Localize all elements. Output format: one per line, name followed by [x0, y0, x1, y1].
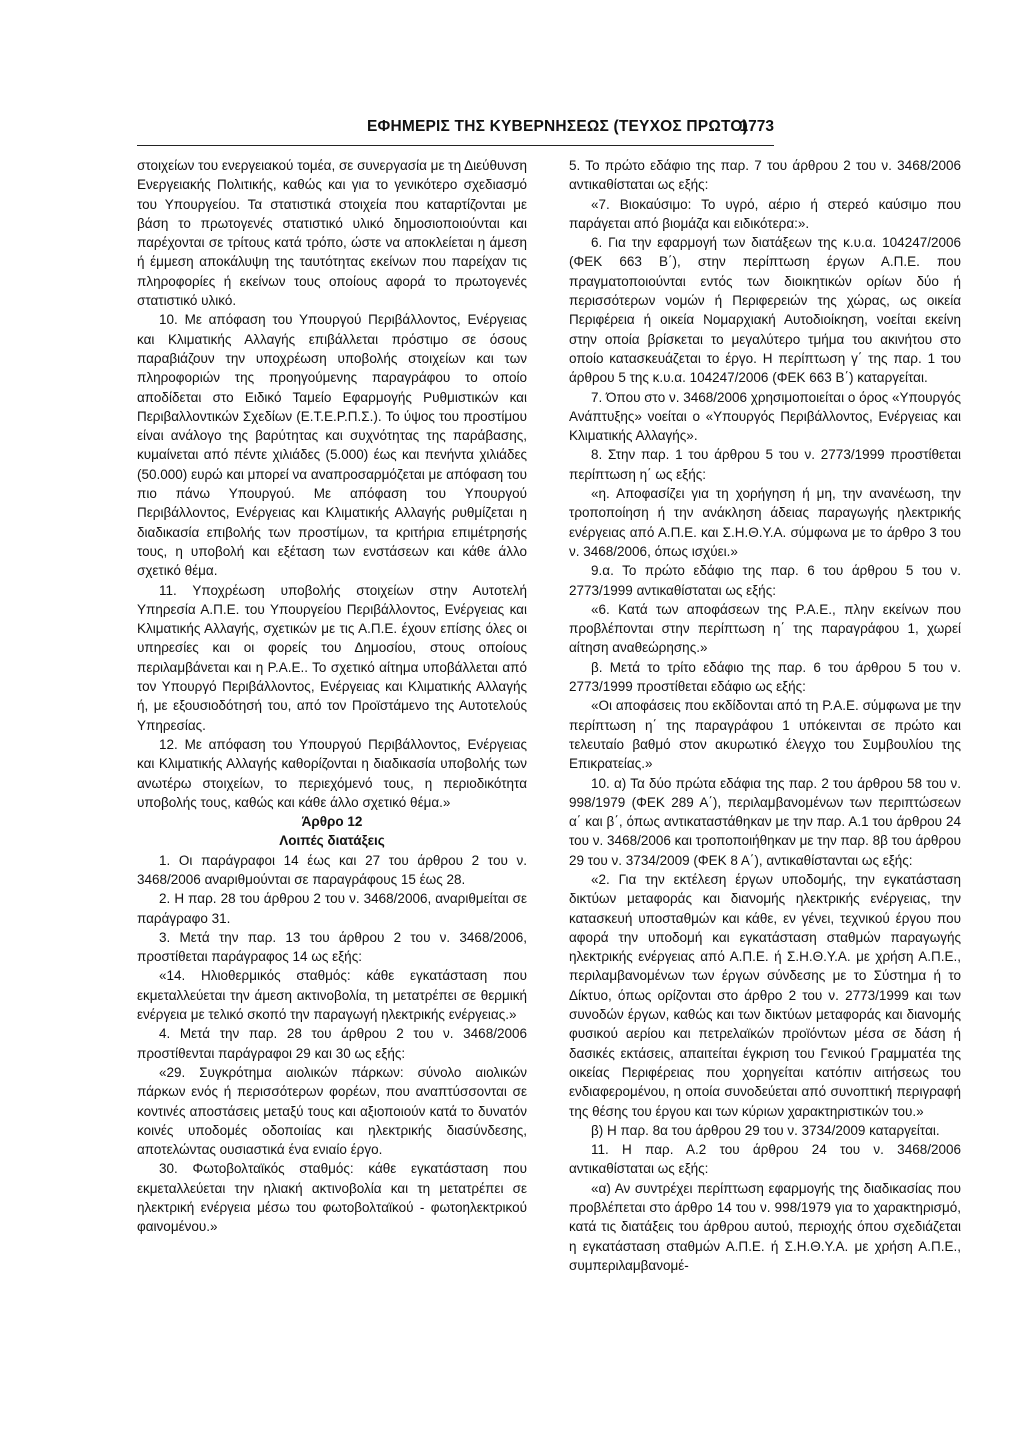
- page-number: 1773: [739, 118, 774, 135]
- paragraph: 9.α. Το πρώτο εδάφιο της παρ. 6 του άρθρου 5 του ν. 2773/1999 αντικαθίσταται ως εξής:: [569, 563, 961, 598]
- paragraph: «α) Αν συντρέχει περίπτωση εφαρμογής της διαδικασίας που προβλέπεται στο άρθρο 14 του ν. 998/1979 για το χαρακτηρισμό, κατά τις διατάξεις του άρθρου αυτού, περιοχής όπου σχεδιάζεται η εγκατάσταση σταθμών Α.Π.Ε. ή Σ.Η.Θ.Υ.Α. με χρήση Α.Π.Ε., συμπεριλαμβανομέ-: [569, 1180, 961, 1273]
- paragraph: στοιχείων του ενεργειακού τομέα, σε συνεργασία με τη Διεύθυνση Ενεργειακής Πολιτικής, καθώς και για το γενικότερο σχεδιασμό του Υπουργείου. Τα στατιστικά στοιχεία που καταρτίζονται με βάση το πρωτογενές στατιστικό υλικό δημοσιοποιούνται και παρέχονται σε τρίτους κατά τρόπο, ώστε να αποκλείεται η άμεση ή έμμεση αποκάλυψη της ταυτότητας εκείνων που παρείχαν τις πληροφορίες ή εκείνων τους οποίους αφορά το πρωτογενές στατιστικό υλικό.: [137, 158, 527, 309]
- paragraph: 7. Όπου στο ν. 3468/2006 χρησιμοποιείται ο όρος «Υπουργός Ανάπτυξης» νοείται ο «Υπουργός Περιβάλλοντος, Ενέργειας και Κλιματικής Αλλαγής».: [569, 389, 962, 444]
- header-rule: [137, 145, 774, 146]
- article-heading: Λοιπές διατάξεις: [279, 833, 385, 849]
- paragraph: 1. Οι παράγραφοι 14 έως και 27 του άρθρου 2 του ν. 3468/2006 αναριθμούνται σε παραγράφους 15 έως 28.: [137, 852, 527, 887]
- paragraph: 10. Με απόφαση του Υπουργού Περιβάλλοντος, Ενέργειας και Κλιματικής Αλλαγής επιβάλλεται πρόστιμο σε όσους παραβιάζουν την υποχρέωση υποβολής στοιχείων και των πληροφοριών της προηγούμενης παραγράφου το οποίο αποδίδεται στο Ειδικό Ταμείο Εφαρμογής Ρυθμιστικών και Περιβαλλοντικών Σχεδίων (Ε.Τ.Ε.Ρ.Π.Σ.). Το ύψος του προστίμου είναι ανάλογο της βαρύτητας και συχνότητας της παράβασης, κυμαίνεται από πέντε χιλιάδες (5.000) έως και πενήντα χιλιάδες (50.000) ευρώ και μπορεί να αναπροσαρμόζεται με απόφαση του πιο πάνω Υπουργού. Με απόφαση του Υπουργού Περιβάλλοντος, Ενέργειας και Κλιματικής Αλλαγής ρυθμίζεται η διαδικασία επιβολής των προστίμων, τα κριτήρια επιμέτρησής τους, η υποβολή και εξέταση των ενστάσεων και κάθε άλλο σχετικό θέμα.: [137, 312, 527, 579]
- paragraph: β. Μετά το τρίτο εδάφιο της παρ. 6 του άρθρου 5 του ν. 2773/1999 προστίθεται εδάφιο ως εξής:: [569, 659, 961, 695]
- paragraph: «14. Ηλιοθερμικός σταθμός: κάθε εγκατάσταση που εκμεταλλεύεται την άμεση ακτινοβολία, τη μετατρέπει σε θερμική ενέργεια με τελικό σκοπό την παραγωγή ηλεκτρικής ενέργειας.»: [137, 968, 527, 1023]
- paragraph: 12. Με απόφαση του Υπουργού Περιβάλλοντος, Ενέργειας και Κλιματικής Αλλαγής καθορίζονται η διαδικασία υποβολής των ανωτέρω στοιχείων, το περιεχόμενό τους, η περιοδικότητα υποβολής τους, καθώς και κάθε άλλο σχετικό θέμα.»: [137, 736, 527, 810]
- paragraph: 30. Φωτοβολταϊκός σταθμός: κάθε εγκατάσταση που εκμεταλλεύεται την ηλιακή ακτινοβολία και τη μετατρέπει σε ηλεκτρική ενέργεια μέσω του φωτοβολταϊκού - φωτοηλεκτρικού φαινομένου.»: [137, 1161, 527, 1235]
- paragraph: «29. Συγκρότημα αιολικών πάρκων: σύνολο αιολικών πάρκων ενός ή περισσότερων φορέων, που αναπτύσσονται σε κοντινές αποστάσεις μεταξύ τους και αξιοποιούν κατά το δυνατόν κοινές υποδομές οδοποιίας και ηλεκτρικής διασύνδεσης, αποτελώντας ουσιαστικά ένα ενιαίο έργο.: [137, 1064, 527, 1158]
- paragraph: «2. Για την εκτέλεση έργων υποδομής, την εγκατάσταση δικτύων μεταφοράς και διανομής ηλεκτρικής ενέργειας, την κατασκευή υποσταθμών και κάθε, εν γένει, τεχνικού έργου που αφορά την υποδομή και εγκατάσταση σταθμών παραγωγής ηλεκτρικής ενέργειας από Α.Π.Ε. ή Σ.Η.Θ.Υ.Α. με χρήση Α.Π.Ε., περιλαμβανομένων των έργων σύνδεσης με το Σύστημα ή το Δίκτυο, όπως ορίζονται στο άρθρο 2 του ν. 2773/1999 και των συνοδών έργων, καθώς και των δικτύων μεταφοράς και διανομής φυσικού αερίου και πετρελαϊκών προϊόντων μέσα σε δάση ή δασικές εκτάσεις, απαιτείται έγκριση του Γενικού Γραμματέα της οικείας Περιφέρειας που χορηγείται κατόπιν αιτήσεως του ενδιαφερομένου, η οποία συνοδεύεται από συνοπτική περιγραφή της θέσης του έργου και των κύριων χαρακτηριστικών του.»: [569, 871, 961, 1119]
- paragraph: 8. Στην παρ. 1 του άρθρου 5 του ν. 2773/1999 προστίθεται περίπτωση η΄ ως εξής:: [569, 447, 961, 482]
- right-column: [569, 156, 961, 1275]
- page-header: [137, 118, 774, 142]
- paragraph: 6. Για την εφαρμογή των διατάξεων της κ.υ.α. 104247/2006 (ΦΕΚ 663 Β΄), στην περίπτωση έργων Α.Π.Ε. που πραγματοποιούνται εντός των διοικητικών ορίων δύο ή περισσότερων νομών ή Περιφερειών της χώρας, ως οικεία Περιφέρεια ή οικεία Νομαρχιακή Αυτοδιοίκηση, νοείται εκείνη στην οποία βρίσκεται το μεγαλύτερο τμήμα του ακινήτου στο οποίο κατασκευάζεται το έργο. Η περίπτωση γ΄ της παρ. 1 του άρθρου 5 της κ.υ.α. 104247/2006 (ΦΕΚ 663 Β΄) καταργείται.: [569, 235, 961, 386]
- paragraph: 10. α) Τα δύο πρώτα εδάφια της παρ. 2 του άρθρου 58 του ν. 998/1979 (ΦΕΚ 289 Α΄), περιλαμβανομένων των περιπτώσεων α΄ και β΄, όπως αντικαταστάθηκαν με την παρ. Α.1 του άρθρου 24 του ν. 3468/2006 και τροποποιήθηκαν με την παρ. 8β του άρθρου 29 του ν. 3734/2009 (ΦΕΚ 8 Α΄), αντικαθίστανται ως εξής:: [569, 775, 961, 868]
- paragraph: 4. Μετά την παρ. 28 του άρθρου 2 του ν. 3468/2006 προστίθενται παράγραφοι 29 και 30 ως εξής:: [137, 1026, 527, 1061]
- paragraph: «7. Βιοκαύσιμο: Το υγρό, αέριο ή στερεό καύσιμο που παράγεται από βιομάζα και ειδικότερα:».: [569, 196, 961, 231]
- paragraph: 2. Η παρ. 28 του άρθρου 2 του ν. 3468/2006, αναριθμείται σε παράγραφο 31.: [137, 891, 527, 926]
- paragraph: 5. Το πρώτο εδάφιο της παρ. 7 του άρθρου 2 του ν. 3468/2006 αντικαθίσταται ως εξής:: [569, 158, 961, 193]
- paragraph: 11. Υποχρέωση υποβολής στοιχείων στην Αυτοτελή Υπηρεσία Α.Π.Ε. του Υπουργείου Περιβάλλοντος, Ενέργειας και Κλιματικής Αλλαγής, σχετικών με τις Α.Π.Ε. έχουν επίσης όλες οι υπηρεσίες και οι φορείς του Δημοσίου, στους οποίους περιλαμβάνεται και η Ρ.Α.Ε.. Το σχετικό αίτημα υποβάλλεται από τον Υπουργό Περιβάλλοντος, Ενέργειας και Κλιματικής Αλλαγής ή, με εξουσιοδότησή του, από τον Προϊστάμενο της Αυτοτελούς Υπηρεσίας.: [137, 582, 527, 733]
- paragraph: 11. Η παρ. Α.2 του άρθρου 24 του ν. 3468/2006 αντικαθίσταται ως εξής:: [569, 1142, 961, 1177]
- paragraph: «6. Κατά των αποφάσεων της Ρ.Α.Ε., πλην εκείνων που προβλέπονται στην περίπτωση η΄ της παραγράφου 1, χωρεί αίτηση αναθεώρησης.»: [569, 601, 961, 656]
- gazette-title: ΕΦΗΜΕΡΙΣ ΤΗΣ ΚΥΒΕΡΝΗΣΕΩΣ (ΤΕΥΧΟΣ ΠΡΩΤΟ): [367, 118, 748, 135]
- article-heading: Άρθρο 12: [301, 814, 363, 830]
- paragraph: «Οι αποφάσεις που εκδίδονται από τη Ρ.Α.Ε. σύμφωνα με την περίπτωση η΄ της παραγράφου 1 υπόκεινται σε πρώτο και τελευταίο βαθμό στον ακυρωτικό έλεγχο του Συμβουλίου της Επικρατείας.»: [569, 698, 961, 772]
- paragraph: 3. Μετά την παρ. 13 του άρθρου 2 του ν. 3468/2006, προστίθεται παράγραφος 14 ως εξής:: [137, 929, 527, 965]
- left-column: [137, 156, 527, 1237]
- paragraph: β) Η παρ. 8α του άρθρου 29 του ν. 3734/2009 καταργείται.: [591, 1122, 940, 1138]
- paragraph: «η. Αποφασίζει για τη χορήγηση ή μη, την ανανέωση, την τροποποίηση ή την ανάκληση άδειας παραγωγής ηλεκτρικής ενέργειας από Α.Π.Ε. και Σ.Η.Θ.Υ.Α. σύμφωνα με το άρθρο 3 του ν. 3468/2006, όπως ισχύει.»: [569, 486, 961, 559]
